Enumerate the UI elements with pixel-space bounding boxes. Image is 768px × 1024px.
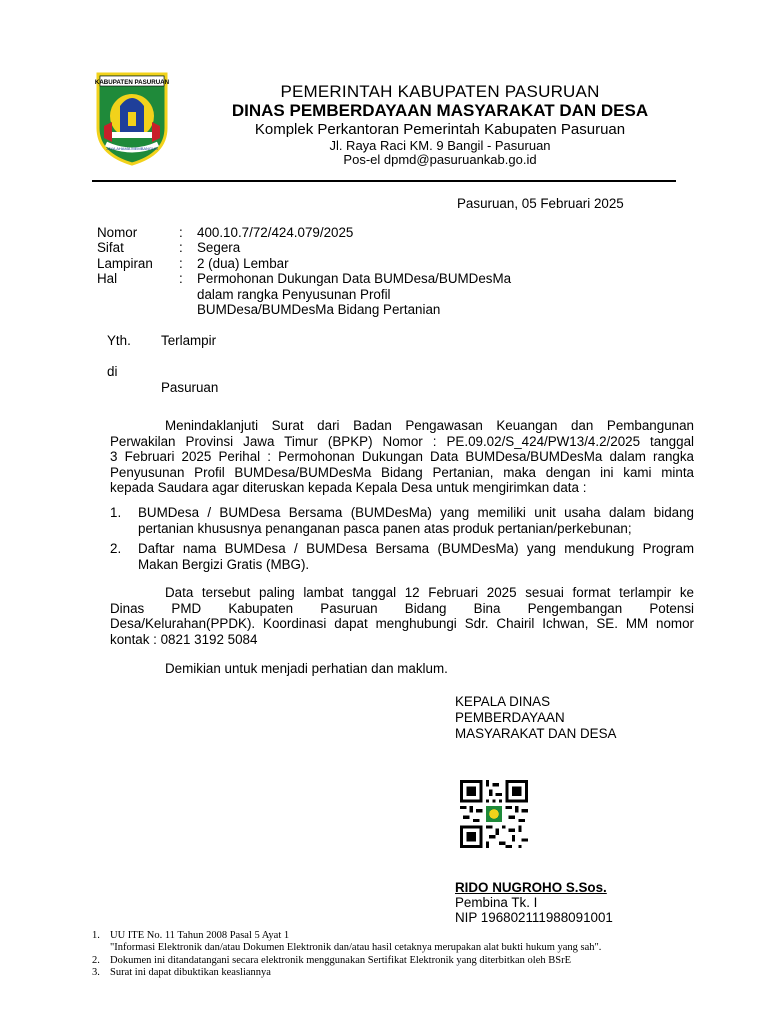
letterhead-agency: DINAS PEMBERDAYAAN MASYARAKAT DAN DESA <box>231 101 649 120</box>
recipient-di-value: Pasuruan <box>161 380 219 395</box>
paragraph-line: Desa/Kelurahan(PPDK). Koordinasi dapat menghubungi Sdr. Chairil Ichwan, SE. MM nomor <box>110 616 694 631</box>
body-paragraph-1 <box>110 418 694 496</box>
footnote-text: Surat ini dapat dibuktikan keasliannya <box>110 967 271 978</box>
meta-value-sifat: Segera <box>197 240 241 255</box>
footnote-number: 1. <box>92 930 100 941</box>
meta-value-lampiran: 2 (dua) Lembar <box>197 256 289 271</box>
recipient-yth-label: Yth. <box>107 333 131 348</box>
meta-colon: : <box>179 240 183 255</box>
footnote-text: Dokumen ini ditandatangani secara elektronik menggunakan Sertifikat Elektronik yang diterbitkan oleh BSrE <box>110 955 571 966</box>
signatory-nip: NIP 196802111988091001 <box>455 910 613 925</box>
list-item <box>138 505 694 536</box>
paragraph-line: Data tersebut paling lambat tanggal 12 Februari 2025 sesuai format terlampir ke <box>165 585 694 600</box>
footnote-text: UU ITE No. 11 Tahun 2008 Pasal 5 Ayat 1 <box>110 930 290 941</box>
signatory-rank: Pembina Tk. I <box>455 895 538 910</box>
paragraph-line: kontak : 0821 3192 5084 <box>110 631 258 647</box>
paragraph-line: Dinas PMD Kabupaten Pasuruan Bidang Bina Pengembangan Potensi <box>110 600 694 616</box>
footnote-text: "Informasi Elektronik dan/atau Dokumen Elektronik dan/atau hasil cetaknya merupakan alat bukti hukum yang sah". <box>110 942 602 953</box>
meta-colon: : <box>179 256 183 271</box>
list-item <box>138 541 694 572</box>
letter-date: Pasuruan, 05 Februari 2025 <box>457 196 624 211</box>
meta-colon: : <box>179 271 183 286</box>
paragraph-line: Perwakilan Provinsi Jawa Timur (BPKP) Nomor : PE.09.02/S_424/PW13/4.2/2025 tanggal <box>110 433 694 449</box>
footnote-number: 2. <box>92 955 100 966</box>
logo-motto-text: JAYA AHAMA MEMBANGUN <box>106 146 158 151</box>
signatory-name: RIDO NUGROHO S.Sos. <box>455 880 607 895</box>
letterhead-divider <box>92 180 676 182</box>
meta-value-hal-cont: BUMDesa/BUMDesMa Bidang Pertanian <box>197 302 441 317</box>
letterhead-complex: Komplek Perkantoran Pemerintah Kabupaten Pasuruan <box>254 121 626 138</box>
closing-sentence: Demikian untuk menjadi perhatian dan maklum. <box>165 661 448 676</box>
signatory-title: KEPALA DINAS <box>455 694 551 709</box>
recipient-di-label: di <box>107 364 118 379</box>
signatory-title: MASYARAKAT DAN DESA <box>455 726 617 741</box>
list-item-number: 2. <box>110 541 122 556</box>
list-line: Daftar nama BUMDesa / BUMDesa Bersama (BUMDesMa) yang mendukung Program <box>138 541 694 556</box>
meta-value-hal-cont: dalam rangka Penyusunan Profil <box>197 287 391 302</box>
list-line: BUMDesa / BUMDesa Bersama (BUMDesMa) yang memiliki unit usaha dalam bidang <box>138 505 694 520</box>
paragraph-line: Penyusunan Profil BUMDesa/BUMDesMa Bidang Pertanian, maka dengan ini kami minta <box>110 464 694 480</box>
meta-colon: : <box>179 225 183 240</box>
letterhead-address: Jl. Raya Raci KM. 9 Bangil - Pasuruan <box>329 138 551 153</box>
footnote-number: 3. <box>92 967 100 978</box>
list-item-number: 1. <box>110 505 122 520</box>
meta-label-lampiran: Lampiran <box>97 256 153 271</box>
list-line: pertanian khususnya penanganan pasca panen atas produk pertanian/perkebunan; <box>138 520 632 536</box>
meta-label-nomor: Nomor <box>97 225 138 240</box>
signature-qr-code-icon <box>458 780 530 848</box>
logo-banner-text: KABUPATEN PASURUAN <box>94 79 170 86</box>
kabupaten-pasuruan-logo-icon <box>92 66 172 166</box>
paragraph-line: 3 Februari 2025 Perihal : Permohonan Dukungan Data BUMDesa/BUMDesMa dalam rangka <box>110 449 694 464</box>
letterhead-government: PEMERINTAH KABUPATEN PASURUAN <box>280 82 600 101</box>
recipient-yth-value: Terlampir <box>161 333 217 348</box>
meta-label-sifat: Sifat <box>97 240 124 255</box>
signatory-title: PEMBERDAYAAN <box>455 710 565 725</box>
paragraph-line: Menindaklanjuti Surat dari Badan Pengawasan Keuangan dan Pembangunan <box>165 418 694 433</box>
meta-value-hal: Permohonan Dukungan Data BUMDesa/BUMDesMa <box>197 271 512 286</box>
body-paragraph-2 <box>110 585 694 647</box>
meta-value-nomor: 400.10.7/72/424.079/2025 <box>197 225 354 240</box>
letterhead-email: Pos-el dpmd@pasuruankab.go.id <box>343 152 537 167</box>
list-line: Makan Bergizi Gratis (MBG). <box>138 556 310 572</box>
meta-label-hal: Hal <box>97 271 118 286</box>
paragraph-line: kepada Saudara agar diteruskan kepada Kepala Desa untuk mengirimkan data : <box>110 480 587 495</box>
